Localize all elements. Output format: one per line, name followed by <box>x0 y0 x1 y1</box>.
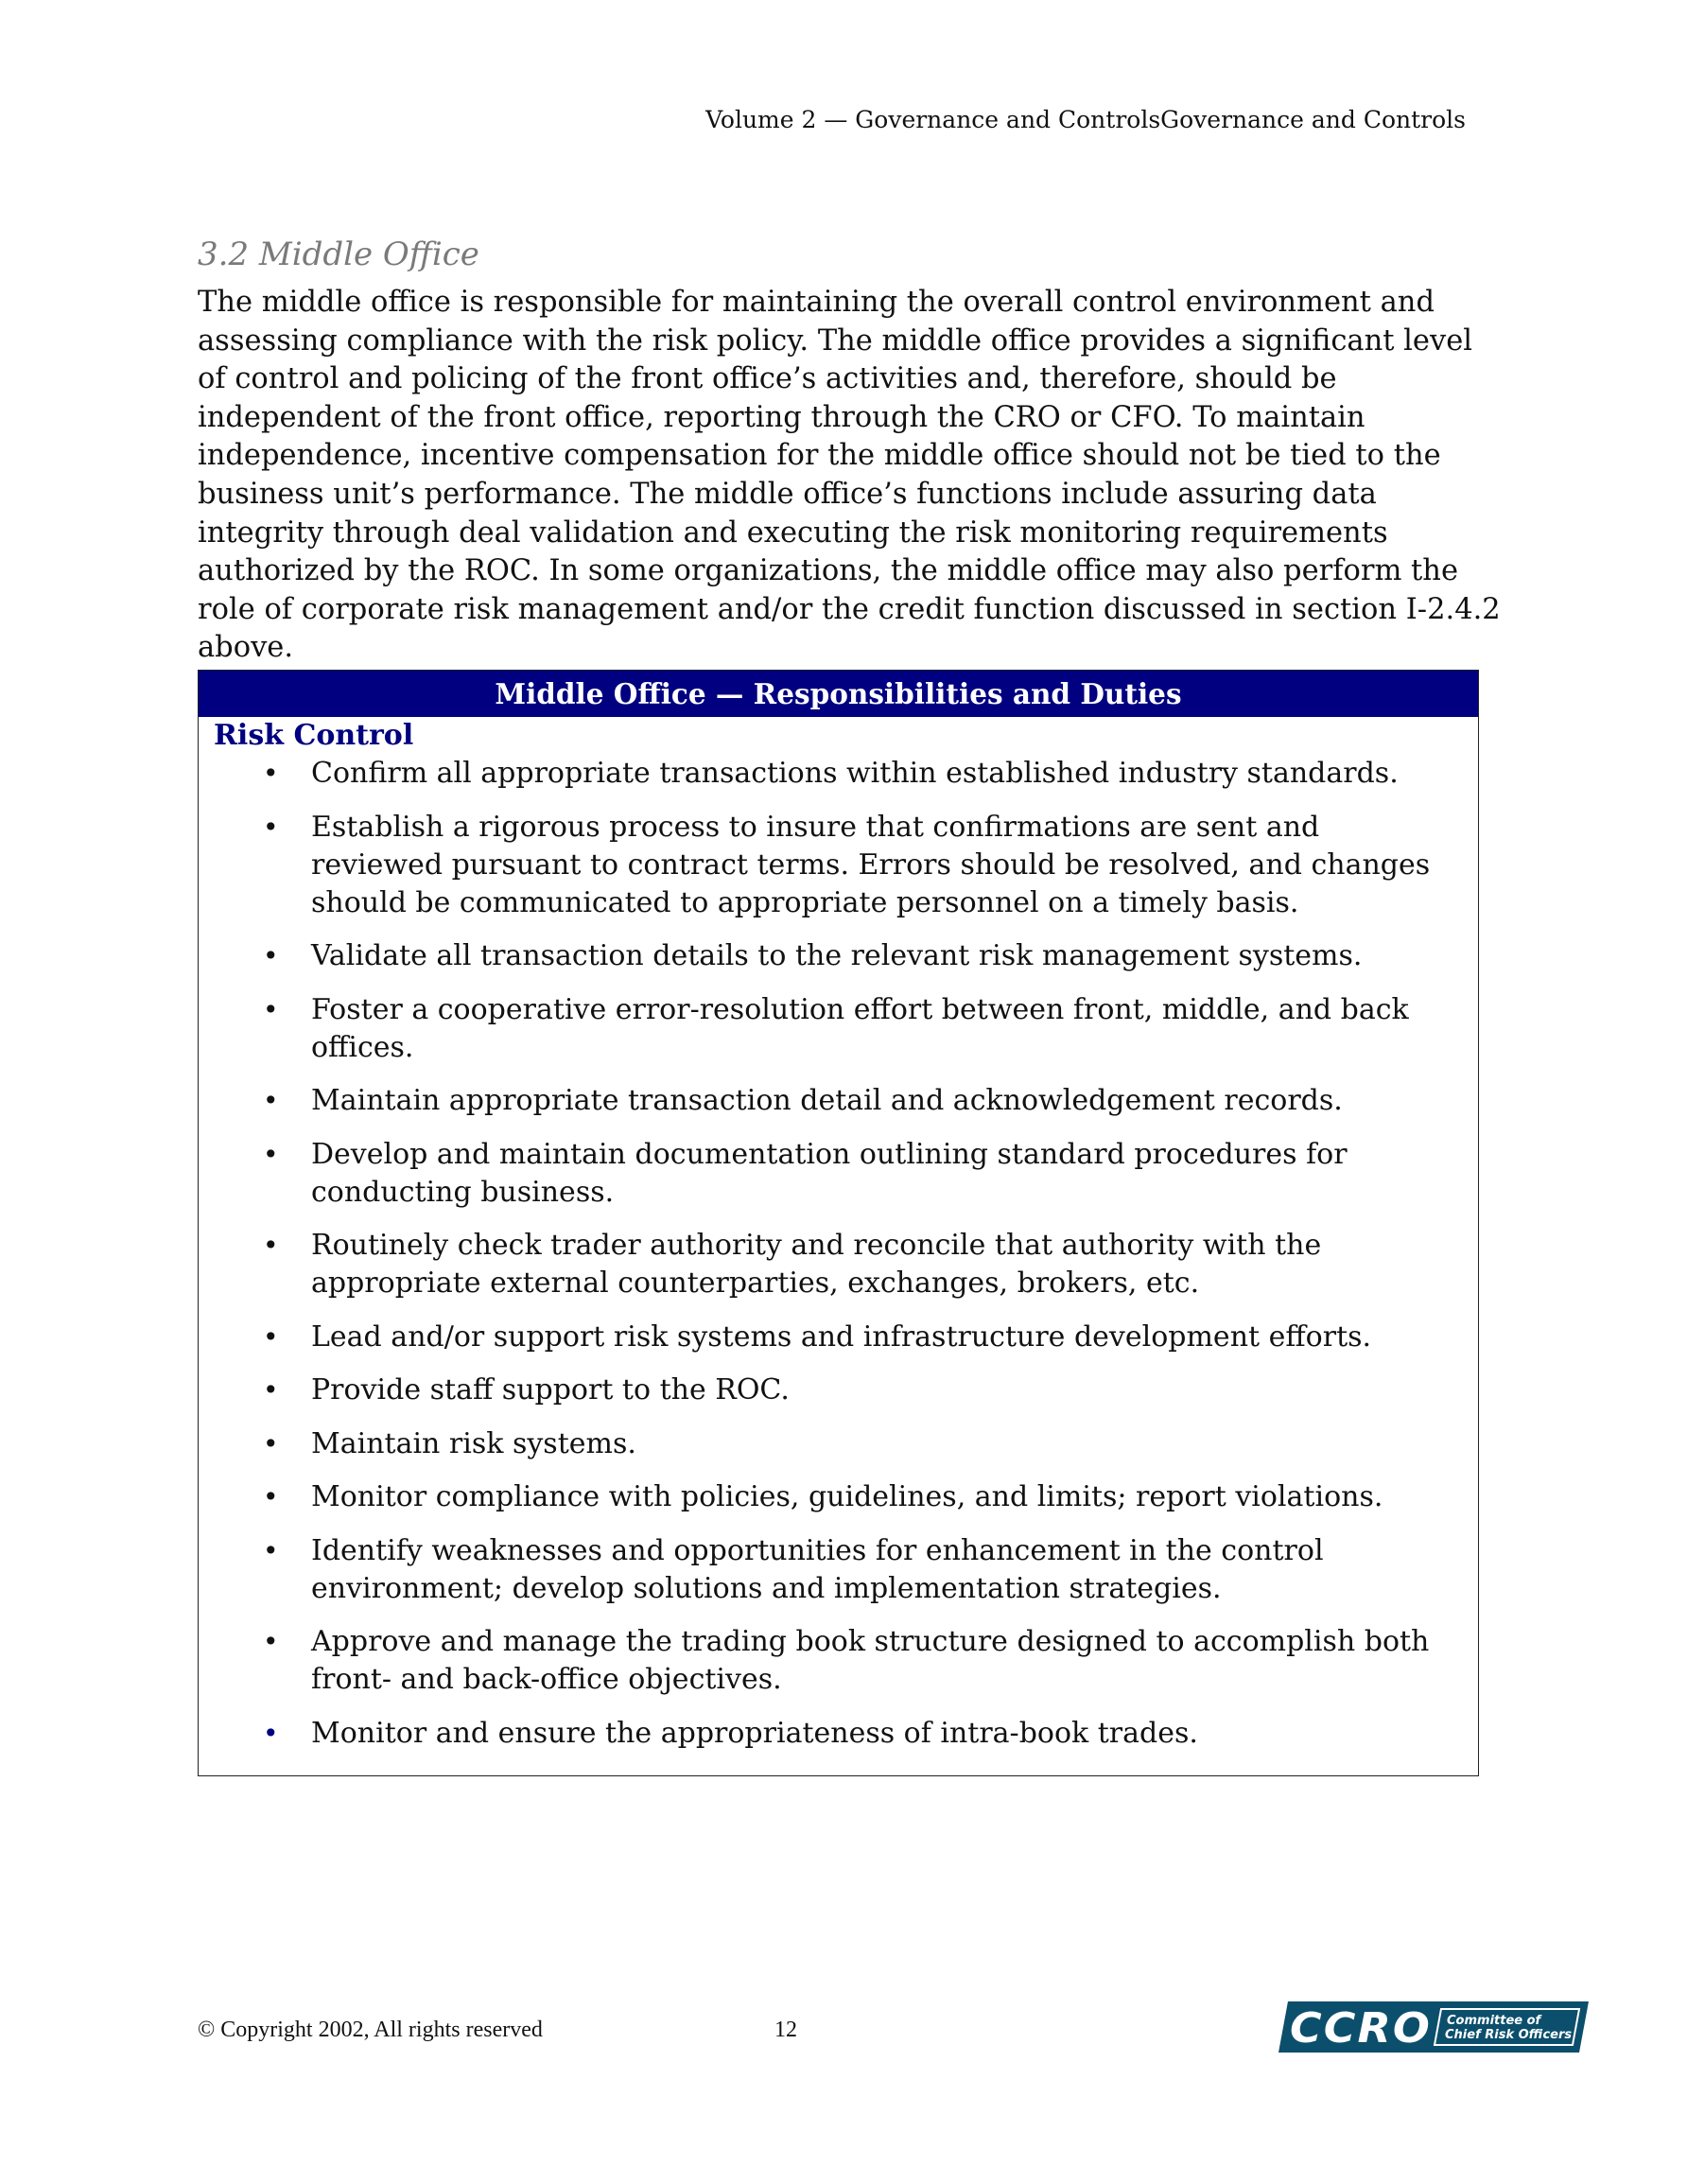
duty-list-item <box>199 1227 1478 1302</box>
bullet-icon: • <box>263 1230 279 1261</box>
duty-list-item <box>199 1425 1478 1463</box>
section-paragraph: The middle office is responsible for maintaining the overall control environment and assessing compliance with the risk policy. The middle office provides a significant level of control and policing of the front office’s activities and, therefore, should be independent of the front office, reporting through the CRO or CFO. To maintain independence, incentive compensation for the middle office should not be tied to the business unit’s performance. The middle office’s functions include assuring data integrity through deal validation and executing the risk monitoring requirements authorized by the ROC. In some organizations, the middle office may also perform the role of corporate risk management and/or the credit function discussed in section I-2.4.2 above. <box>198 286 1501 665</box>
section-title: 3.2 Middle Office <box>198 236 479 273</box>
duty-text: Provide staff support to the ROC. <box>311 1373 790 1406</box>
duty-list-item <box>199 1478 1478 1516</box>
logo-wordmark: CCRO <box>1290 2004 1432 2053</box>
duty-text: Monitor compliance with policies, guidelines, and limits; report violations. <box>311 1480 1383 1513</box>
bullet-icon: • <box>263 1534 279 1566</box>
duty-text: Monitor and ensure the appropriateness of intra-book trades. <box>311 1716 1198 1750</box>
duty-list-item <box>199 1319 1478 1356</box>
bullet-icon: • <box>263 993 279 1025</box>
duty-list-item <box>199 1532 1478 1608</box>
duty-text: Establish a rigorous process to insure that confirmations are sent and reviewed pursuant to contract terms. Errors should be resolved, and changes should be communicated to appropriate personnel on a timely basis. <box>311 810 1431 919</box>
bullet-icon: • <box>263 1085 279 1116</box>
duty-list-item <box>199 991 1478 1067</box>
duty-list-item <box>199 1082 1478 1120</box>
logo-tagline-line1: Committee of <box>1447 2014 1541 2028</box>
bullet-icon: • <box>263 940 279 971</box>
duty-list-item <box>199 1136 1478 1212</box>
duty-list-item <box>199 1715 1478 1753</box>
bullet-icon: • <box>263 1626 279 1657</box>
duty-text: Routinely check trader authority and reconcile that authority with the appropriate external counterparties, exchanges, brokers, etc. <box>311 1229 1322 1300</box>
duty-list-item <box>199 809 1478 922</box>
duty-text: Maintain appropriate transaction detail and acknowledgement records. <box>311 1084 1343 1117</box>
duty-list-item <box>199 755 1478 793</box>
duty-list-item <box>199 937 1478 975</box>
duty-text: Identify weaknesses and opportunities for enhancement in the control environment; develop solutions and implementation strategies. <box>311 1533 1324 1605</box>
footer-copyright: © Copyright 2002, All rights reserved <box>198 2018 543 2042</box>
bullet-icon: • <box>263 1320 279 1353</box>
logo-tagline-line2: Chief Risk Officers <box>1445 2028 1573 2042</box>
duty-text: Approve and manage the trading book structure designed to accomplish both front- and back-office objectives. <box>311 1625 1430 1696</box>
duties-box <box>198 670 1479 1776</box>
bullet-icon: • <box>263 1481 279 1512</box>
duty-text: Confirm all appropriate transactions within established industry standards. <box>311 757 1399 790</box>
duties-box-header: Middle Office — Responsibilities and Duties <box>199 671 1478 717</box>
duty-text: Validate all transaction details to the relevant risk management systems. <box>311 939 1363 972</box>
bullet-icon: • <box>263 1374 279 1406</box>
duty-text: Develop and maintain documentation outlining standard procedures for conducting business. <box>311 1137 1348 1209</box>
bullet-icon: • <box>263 811 279 843</box>
bullet-icon: • <box>263 1427 279 1459</box>
bullet-icon: • <box>263 1717 279 1749</box>
bullet-icon: • <box>263 1138 279 1170</box>
bullet-icon: • <box>263 758 279 789</box>
duty-text: Maintain risk systems. <box>311 1426 636 1460</box>
running-header: Volume 2 — Governance and ControlsGovernance and Controls <box>705 106 1466 133</box>
duties-subheading: Risk Control <box>214 719 414 752</box>
ccro-logo <box>1278 2001 1589 2053</box>
duty-text: Foster a cooperative error-resolution effort between front, middle, and back offices. <box>311 992 1409 1064</box>
duty-list-item <box>199 1623 1478 1699</box>
page-number: 12 <box>774 2018 797 2042</box>
duty-list-item <box>199 1372 1478 1409</box>
duty-list <box>199 755 1478 1753</box>
duty-text: Lead and/or support risk systems and infrastructure development efforts. <box>311 1319 1372 1354</box>
